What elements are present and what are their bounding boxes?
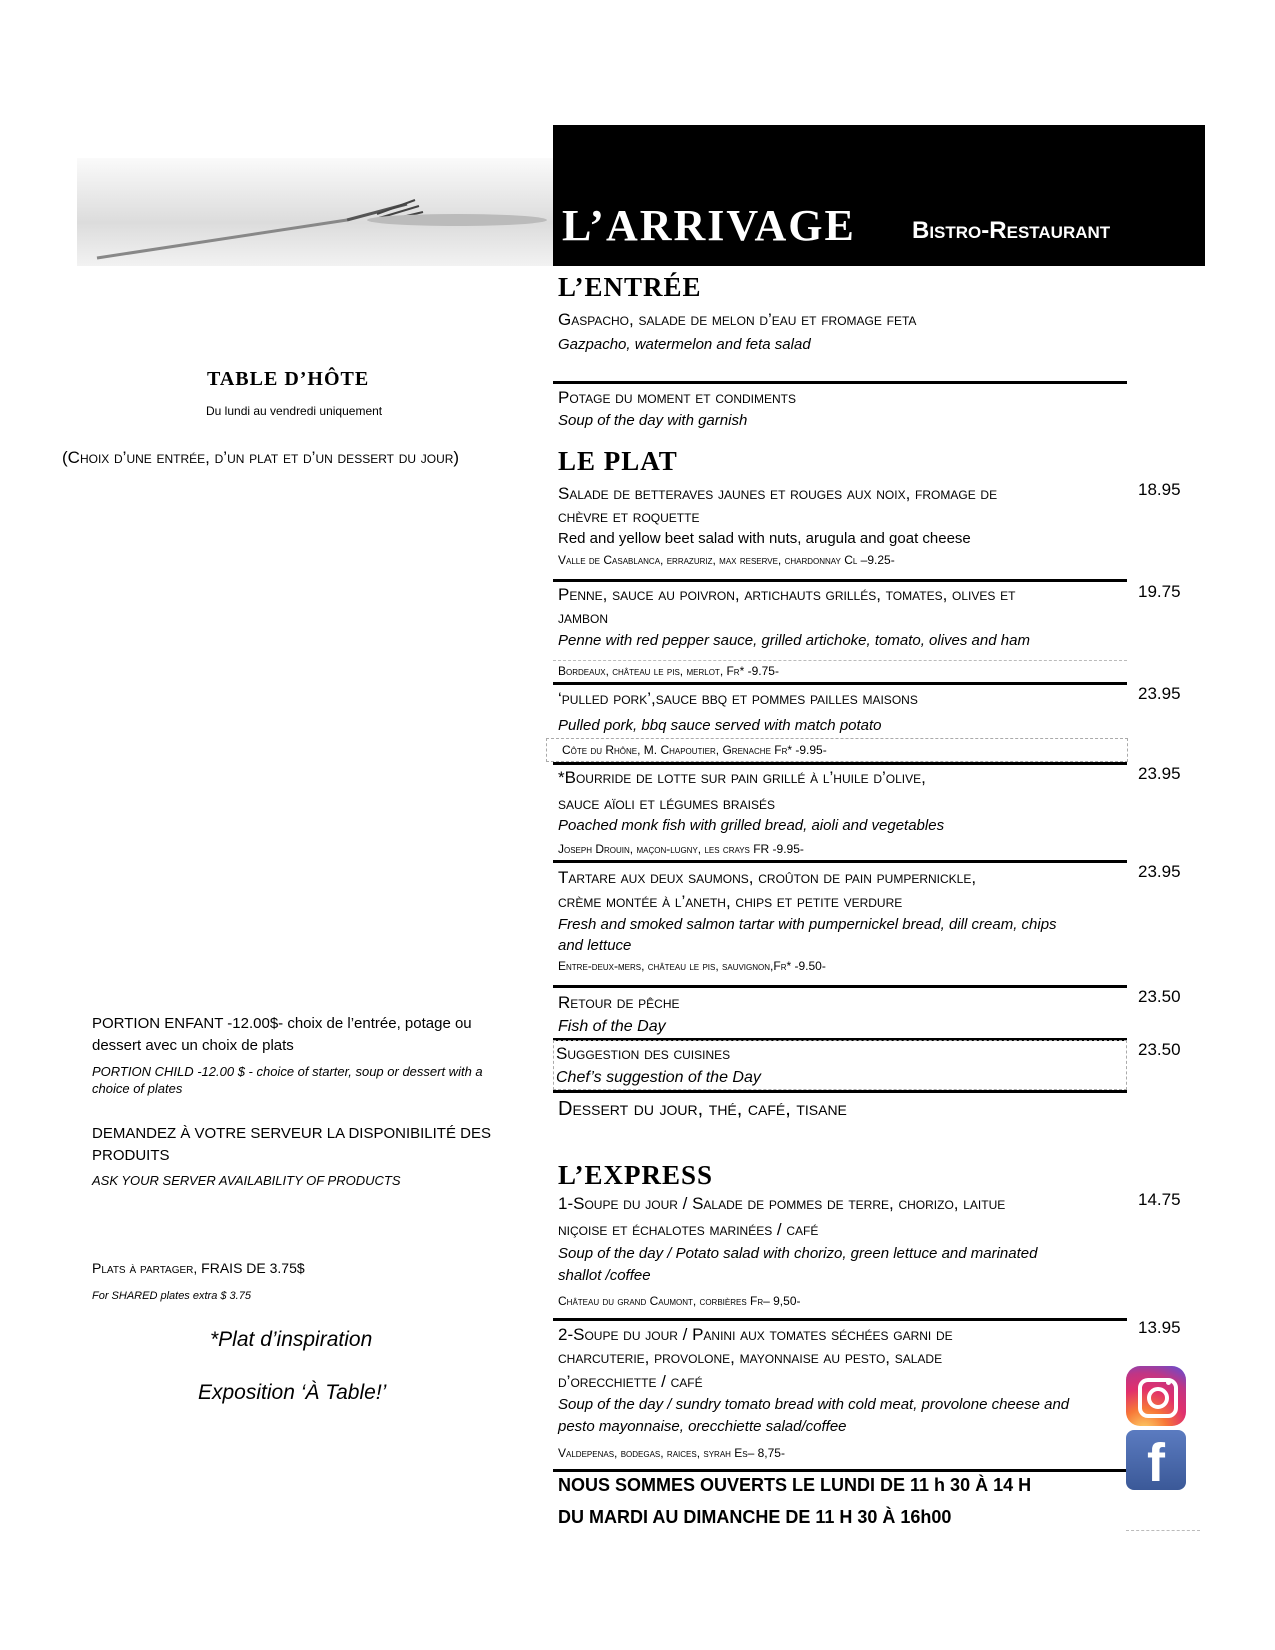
plat-item5-fr-line2: crème montée à l’aneth, chips et petite verdure	[558, 892, 903, 911]
fork-icon	[77, 158, 553, 266]
plat-item3-en: Pulled pork, bbq sauce served with match potato	[558, 717, 882, 734]
dessert-line: Dessert du jour, thé, café, tisane	[558, 1098, 847, 1120]
plat-item3-price: 23.95	[1138, 684, 1181, 703]
express-item1-fr-line2: niçoise et échalotes marinées / café	[558, 1220, 819, 1239]
divider	[553, 1318, 1127, 1321]
entree-item1-en: Gazpacho, watermelon and feta salad	[558, 336, 811, 353]
table-hote-choice: (Choix d’une entrée, d’un plat et d’un dessert du jour)	[62, 448, 460, 467]
plat-item2-price: 19.75	[1138, 582, 1181, 601]
plat-item5-fr-line1: Tartare aux deux saumons, croûton de pain pumpernickle,	[558, 868, 977, 887]
table-hote-title: TABLE D’HÔTE	[207, 368, 370, 390]
plat-item1-wine: Valle de Casablanca, errazuriz, max reserve, chardonnay Cl –9.25-	[558, 553, 895, 567]
divider	[553, 1090, 1127, 1093]
restaurant-subtitle: Bistro-Restaurant	[912, 217, 1111, 244]
plat-item6-price: 23.50	[1138, 987, 1181, 1006]
plat-item7-fr: Suggestion des cuisines	[556, 1044, 731, 1063]
express-item1-wine: Château du grand Caumont, corbières Fr– 9,50-	[558, 1294, 801, 1308]
express-item2-fr-line2: charcuterie, provolone, mayonnaise au pesto, salade	[558, 1348, 943, 1367]
share-plates-en: For SHARED plates extra $ 3.75	[92, 1290, 251, 1302]
express-item2-fr-line1: 2-Soupe du jour / Panini aux tomates séchées garni de	[558, 1325, 953, 1344]
share-plates-fr: Plats à partager, FRAIS DE 3.75$	[92, 1260, 305, 1276]
plat-item7-en: Chef’s suggestion of the Day	[556, 1069, 761, 1086]
express-heading: L’EXPRESS	[558, 1160, 714, 1190]
express-item2-fr-line3: d’orecchiette / café	[558, 1372, 703, 1391]
table-hote-days: Du lundi au vendredi uniquement	[206, 404, 383, 418]
express-item1-en-line2: shallot /coffee	[558, 1267, 651, 1284]
divider	[553, 860, 1127, 863]
ask-server-fr: DEMANDEZ À VOTRE SERVEUR LA DISPONIBILITÉ DES PRODUITS	[92, 1125, 491, 1164]
plat-item2-en: Penne with red pepper sauce, grilled artichoke, tomato, olives and ham	[558, 632, 1030, 649]
dashed-divider	[553, 660, 1127, 661]
express-item2-en-line2: pesto mayonnaise, orecchiette salad/coffee	[558, 1418, 847, 1435]
facebook-icon[interactable]: f	[1126, 1430, 1186, 1490]
fork-plate-image	[77, 158, 553, 266]
plat-item4-fr-line1: *Bourride de lotte sur pain grillé à l’huile d’olive,	[558, 768, 926, 787]
plat-item5-en-line1: Fresh and smoked salmon tartar with pumpernickel bread, dill cream, chips	[558, 916, 1057, 933]
express-item1-en-line1: Soup of the day / Potato salad with chorizo, green lettuce and marinated	[558, 1245, 1038, 1262]
plat-item4-price: 23.95	[1138, 764, 1181, 783]
dashed-divider	[1126, 1530, 1200, 1531]
plat-item1-fr-line1: Salade de betteraves jaunes et rouges aux noix, fromage de	[558, 484, 998, 503]
hours-line2: DU MARDI AU DIMANCHE DE 11 H 30 À 16h00	[558, 1507, 952, 1527]
express-item2-en-line1: Soup of the day / sundry tomato bread with cold meat, provolone cheese and	[558, 1396, 1070, 1413]
instagram-icon[interactable]	[1126, 1366, 1186, 1426]
plat-item1-en: Red and yellow beet salad with nuts, arugula and goat cheese	[558, 530, 971, 547]
plat-item3-wine: Côte du Rhône, M. Chapoutier, Grenache Fr* -9.95-	[562, 743, 827, 757]
plat-item5-price: 23.95	[1138, 862, 1181, 881]
divider	[553, 985, 1127, 988]
divider	[553, 762, 1127, 765]
divider	[553, 682, 1127, 685]
express-item1-fr-line1: 1-Soupe du jour / Salade de pommes de terre, chorizo, laitue	[558, 1194, 1006, 1213]
restaurant-name: L’ARRIVAGE	[562, 201, 856, 250]
plat-item3-fr: ‘pulled pork’,sauce bbq et pommes pailles maisons	[558, 689, 918, 708]
express-item1-price: 14.75	[1138, 1190, 1181, 1209]
exposition-note: Exposition ‘À Table!’	[198, 1381, 387, 1404]
express-item2-wine: Valdepenas, bodegas, raices, syrah Es– 8,75-	[558, 1446, 785, 1460]
plat-item6-fr: Retour de pêche	[558, 993, 680, 1012]
entree-item1-fr: Gaspacho, salade de melon d’eau et fromage feta	[558, 310, 917, 329]
plat-item4-en: Poached monk fish with grilled bread, aioli and vegetables	[558, 817, 945, 834]
express-item2-price: 13.95	[1138, 1318, 1181, 1337]
plat-heading: LE PLAT	[558, 446, 678, 476]
plat-item4-fr-line2: sauce aïoli et légumes braisés	[558, 794, 775, 813]
entree-item2-en: Soup of the day with garnish	[558, 412, 748, 429]
ask-server-en: ASK YOUR SERVER AVAILABILITY OF PRODUCTS	[92, 1173, 401, 1188]
divider	[553, 1469, 1127, 1472]
divider	[553, 579, 1127, 582]
entree-item2-fr: Potage du moment et condiments	[558, 388, 797, 407]
inspiration-note: *Plat d’inspiration	[210, 1328, 373, 1351]
plat-item5-en-line2: and lettuce	[558, 937, 632, 954]
kids-portion-fr: PORTION ENFANT -12.00$- choix de l’entrée, potage ou dessert avec un choix de plats	[92, 1015, 472, 1054]
kids-portion-en: PORTION CHILD -12.00 $ - choice of starter, soup or dessert with a choice of plates	[92, 1064, 483, 1096]
entree-heading: L’ENTRÉE	[558, 272, 702, 302]
hours-line1: NOUS SOMMES OUVERTS LE LUNDI DE 11 h 30 À 14 H	[558, 1475, 1032, 1495]
plat-item4-wine: Joseph Drouin, maçon-lugny, les crays FR -9.95-	[558, 842, 804, 856]
plat-item5-wine: Entre-deux-mers, château le pis, sauvignon,Fr* -9.50-	[558, 959, 826, 973]
divider	[553, 381, 1127, 384]
plat-item6-en: Fish of the Day	[558, 1018, 666, 1035]
plat-item7-price: 23.50	[1138, 1040, 1181, 1059]
plat-item1-price: 18.95	[1138, 480, 1181, 499]
plat-item2-fr-line2: jambon	[558, 608, 609, 627]
plat-item2-wine: Bordeaux, château le pis, merlot, Fr* -9.75-	[558, 664, 779, 678]
plat-item2-fr-line1: Penne, sauce au poivron, artichauts grillés, tomates, olives et	[558, 585, 1016, 604]
plat-item1-fr-line2: chèvre et roquette	[558, 507, 700, 526]
